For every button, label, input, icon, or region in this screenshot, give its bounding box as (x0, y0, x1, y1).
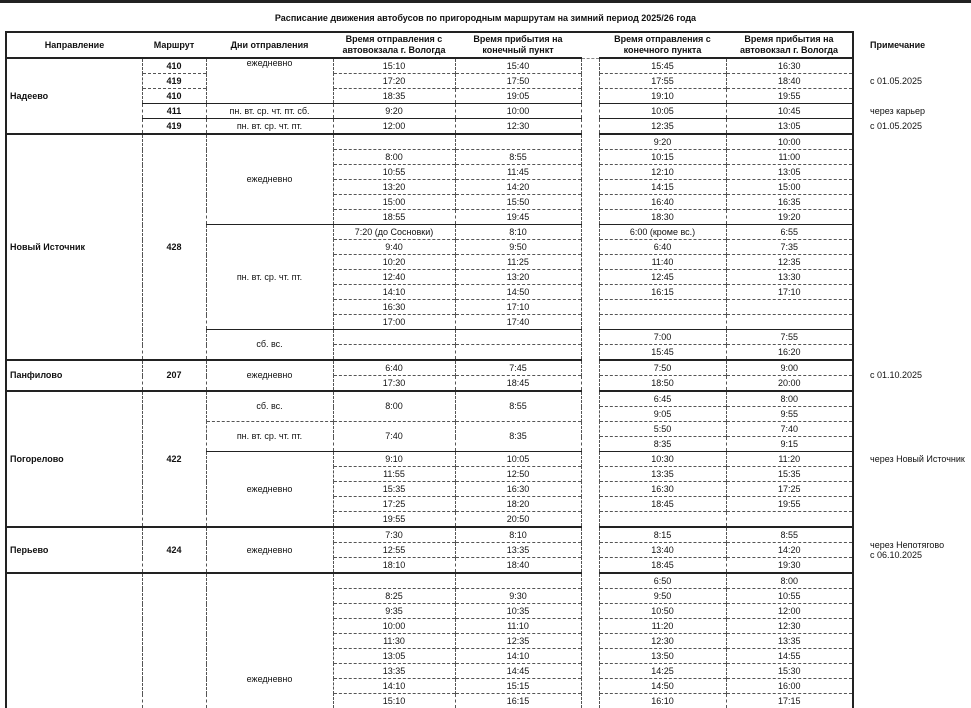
arr-vologda-time (726, 300, 853, 315)
dep-vologda-time: 11:55 (333, 467, 455, 482)
dep-terminal-time: 15:45 (599, 58, 726, 74)
dep-terminal-time: 10:05 (599, 104, 726, 119)
arr-terminal-time: 10:35 (455, 604, 581, 619)
arr-vologda-time: 7:55 (726, 330, 853, 345)
dep-terminal-time: 12:30 (599, 634, 726, 649)
arr-vologda-time: 7:40 (726, 422, 853, 437)
dep-vologda-time: 18:10 (333, 558, 455, 574)
dep-terminal-time (599, 315, 726, 330)
arr-terminal-time: 8:55 (455, 391, 581, 422)
dep-vologda-time (333, 134, 455, 150)
arr-terminal-time (455, 345, 581, 361)
dep-terminal-time: 17:55 (599, 74, 726, 89)
dep-terminal-time: 10:30 (599, 452, 726, 467)
dep-terminal-time: 16:40 (599, 195, 726, 210)
arr-vologda-time: 13:35 (726, 634, 853, 649)
arr-terminal-time: 19:05 (455, 89, 581, 104)
header-dep-terminal: Время отправления с конечного пункта (599, 32, 726, 58)
table-row (6, 104, 965, 119)
arr-terminal-time: 11:10 (455, 619, 581, 634)
arr-vologda-time: 18:40 (726, 74, 853, 89)
arr-terminal-time: 8:10 (455, 225, 581, 240)
dep-vologda-time: 7:20 (до Сосновки) (333, 225, 455, 240)
arr-terminal-time: 11:45 (455, 165, 581, 180)
dep-terminal-time: 8:15 (599, 527, 726, 543)
dep-terminal-time: 16:15 (599, 285, 726, 300)
dep-vologda-time: 17:30 (333, 376, 455, 392)
arr-vologda-time: 12:30 (726, 619, 853, 634)
note-text: с 01.05.2025 (853, 119, 965, 135)
arr-vologda-time: 9:55 (726, 407, 853, 422)
note-text (853, 58, 965, 74)
dep-terminal-time: 16:10 (599, 694, 726, 708)
dep-vologda-time: 13:20 (333, 180, 455, 195)
dep-terminal-time (599, 300, 726, 315)
arr-vologda-time: 16:35 (726, 195, 853, 210)
days-label: ежедневно (206, 58, 333, 104)
dep-terminal-time: 6:50 (599, 573, 726, 589)
arr-terminal-time: 14:10 (455, 649, 581, 664)
dep-vologda-time: 14:10 (333, 285, 455, 300)
arr-terminal-time: 12:30 (455, 119, 581, 135)
schedule-body (6, 58, 965, 708)
dep-vologda-time: 7:40 (333, 422, 455, 452)
route-number: 410 (142, 58, 206, 74)
arr-vologda-time: 9:15 (726, 437, 853, 452)
dep-vologda-time: 17:20 (333, 74, 455, 89)
header-arr-terminal: Время прибытия на конечный пункт (455, 32, 581, 58)
days-label: сб. вс. (206, 330, 333, 361)
dep-vologda-time: 8:00 (333, 391, 455, 422)
arr-terminal-time: 8:10 (455, 527, 581, 543)
note-text (853, 89, 965, 104)
route-number: 419 (142, 74, 206, 89)
arr-vologda-time: 19:55 (726, 89, 853, 104)
days-label: сб. вс. (206, 391, 333, 422)
header-route: Маршрут (142, 32, 206, 58)
arr-terminal-time: 18:40 (455, 558, 581, 574)
top-border (0, 0, 971, 3)
table-row (6, 119, 965, 135)
arr-terminal-time: 20:50 (455, 512, 581, 528)
dep-vologda-time: 18:55 (333, 210, 455, 225)
dep-vologda-time: 13:35 (333, 664, 455, 679)
route-number: 411 (142, 104, 206, 119)
table-row (6, 89, 965, 104)
dep-vologda-time: 8:00 (333, 150, 455, 165)
dep-vologda-time: 11:30 (333, 634, 455, 649)
note-empty (853, 134, 965, 360)
page-title: Расписание движения автобусов по пригородным маршрутам на зимний период 2025/26 года (0, 13, 971, 23)
arr-vologda-time: 19:30 (726, 558, 853, 574)
direction-name: Панфилово (6, 360, 142, 391)
dep-terminal-time: 13:50 (599, 649, 726, 664)
days-label: ежедневно (206, 360, 333, 391)
arr-vologda-time: 10:45 (726, 104, 853, 119)
arr-vologda-time: 20:00 (726, 376, 853, 392)
direction-name: Перьево (6, 527, 142, 573)
arr-terminal-time: 13:35 (455, 543, 581, 558)
note-line: с 06.10.2025 (870, 550, 965, 560)
column-gap (581, 391, 599, 527)
dep-vologda-time: 12:00 (333, 119, 455, 135)
header-row (6, 32, 965, 58)
arr-terminal-time: 14:45 (455, 664, 581, 679)
arr-vologda-time: 11:20 (726, 452, 853, 467)
note-text (853, 527, 965, 573)
arr-vologda-time: 16:00 (726, 679, 853, 694)
column-gap (581, 360, 599, 391)
arr-vologda-time: 15:35 (726, 467, 853, 482)
arr-vologda-time: 15:30 (726, 664, 853, 679)
dep-terminal-time: 11:20 (599, 619, 726, 634)
dep-vologda-time: 7:30 (333, 527, 455, 543)
arr-terminal-time: 17:50 (455, 74, 581, 89)
arr-terminal-time: 16:15 (455, 694, 581, 708)
header-arr-vologda: Время прибытия на автовокзал г. Вологда (726, 32, 853, 58)
dep-terminal-time (599, 512, 726, 528)
table-row (6, 527, 965, 543)
column-gap (581, 134, 599, 360)
dep-terminal-time: 13:40 (599, 543, 726, 558)
header-days: Дни отправления (206, 32, 333, 58)
route-number: 207 (142, 360, 206, 391)
arr-terminal-time (455, 134, 581, 150)
dep-vologda-time: 17:00 (333, 315, 455, 330)
days-label: пн. вт. ср. чт. пт. (206, 225, 333, 330)
arr-vologda-time: 7:35 (726, 240, 853, 255)
arr-terminal-time: 19:45 (455, 210, 581, 225)
note-text: через карьер (853, 104, 965, 119)
dep-terminal-time: 9:05 (599, 407, 726, 422)
route-number: 410 (142, 89, 206, 104)
arr-terminal-time: 17:10 (455, 300, 581, 315)
arr-vologda-time: 12:35 (726, 255, 853, 270)
days-label: ежедневно (206, 573, 333, 708)
arr-vologda-time: 12:00 (726, 604, 853, 619)
table-row (6, 573, 965, 589)
dep-vologda-time: 9:10 (333, 452, 455, 467)
dep-vologda-time: 16:30 (333, 300, 455, 315)
direction-name (6, 573, 142, 708)
dep-terminal-time: 16:30 (599, 482, 726, 497)
column-gap (581, 58, 599, 134)
table-row (6, 74, 965, 89)
dep-terminal-time: 13:35 (599, 467, 726, 482)
arr-vologda-time: 10:00 (726, 134, 853, 150)
note-empty (853, 573, 965, 708)
dep-vologda-time: 15:35 (333, 482, 455, 497)
table-row (6, 391, 965, 407)
arr-vologda-time: 8:00 (726, 573, 853, 589)
dep-terminal-time: 9:20 (599, 134, 726, 150)
arr-vologda-time: 8:55 (726, 527, 853, 543)
route-number: 422 (142, 391, 206, 527)
arr-terminal-time: 9:30 (455, 589, 581, 604)
note-text: с 01.10.2025 (853, 360, 965, 391)
arr-terminal-time: 7:45 (455, 360, 581, 376)
dep-terminal-time: 6:00 (кроме вс.) (599, 225, 726, 240)
days-label: пн. вт. ср. чт. пт. (206, 422, 333, 452)
dep-terminal-time: 11:40 (599, 255, 726, 270)
arr-terminal-time: 12:50 (455, 467, 581, 482)
arr-vologda-time: 14:20 (726, 543, 853, 558)
arr-terminal-time: 8:35 (455, 422, 581, 452)
arr-terminal-time: 17:40 (455, 315, 581, 330)
dep-terminal-time: 6:45 (599, 391, 726, 407)
arr-vologda-time: 17:25 (726, 482, 853, 497)
arr-terminal-time (455, 573, 581, 589)
arr-vologda-time: 13:05 (726, 119, 853, 135)
arr-vologda-time: 13:05 (726, 165, 853, 180)
arr-terminal-time: 13:20 (455, 270, 581, 285)
arr-terminal-time: 18:20 (455, 497, 581, 512)
arr-vologda-time: 11:00 (726, 150, 853, 165)
dep-terminal-time: 14:25 (599, 664, 726, 679)
note-line: через Непотягово (870, 540, 965, 550)
arr-vologda-time: 16:20 (726, 345, 853, 361)
days-label: ежедневно (206, 452, 333, 528)
days-label: ежедневно (206, 134, 333, 225)
arr-terminal-time: 10:05 (455, 452, 581, 467)
dep-vologda-time: 9:35 (333, 604, 455, 619)
arr-terminal-time: 15:15 (455, 679, 581, 694)
route-number (142, 573, 206, 708)
days-label: ежедневно (206, 527, 333, 573)
arr-terminal-time: 14:20 (455, 180, 581, 195)
dep-vologda-time: 19:55 (333, 512, 455, 528)
dep-vologda-time (333, 573, 455, 589)
dep-terminal-time: 12:10 (599, 165, 726, 180)
dep-vologda-time: 10:55 (333, 165, 455, 180)
dep-terminal-time: 6:40 (599, 240, 726, 255)
arr-terminal-time (455, 330, 581, 345)
days-label: пн. вт. ср. чт. пт. (206, 119, 333, 135)
dep-vologda-time: 12:55 (333, 543, 455, 558)
header-note: Примечание (853, 32, 965, 58)
dep-terminal-time: 19:10 (599, 89, 726, 104)
dep-terminal-time: 18:30 (599, 210, 726, 225)
dep-terminal-time: 7:50 (599, 360, 726, 376)
arr-vologda-time: 10:55 (726, 589, 853, 604)
dep-terminal-time: 18:45 (599, 558, 726, 574)
arr-vologda-time: 19:20 (726, 210, 853, 225)
dep-terminal-time: 18:45 (599, 497, 726, 512)
dep-vologda-time: 17:25 (333, 497, 455, 512)
arr-vologda-time: 14:55 (726, 649, 853, 664)
arr-vologda-time: 16:30 (726, 58, 853, 74)
dep-terminal-time: 7:00 (599, 330, 726, 345)
arr-terminal-time: 8:55 (455, 150, 581, 165)
dep-terminal-time: 12:45 (599, 270, 726, 285)
dep-vologda-time: 15:10 (333, 694, 455, 708)
arr-vologda-time: 13:30 (726, 270, 853, 285)
table-row (6, 360, 965, 376)
arr-vologda-time: 6:55 (726, 225, 853, 240)
dep-terminal-time: 15:45 (599, 345, 726, 361)
dep-terminal-time: 18:50 (599, 376, 726, 392)
schedule-table (5, 31, 965, 708)
note-text: через Новый Источник (853, 391, 965, 527)
note-text: с 01.05.2025 (853, 74, 965, 89)
table-row (6, 134, 965, 150)
direction-name: Погорелово (6, 391, 142, 527)
arr-vologda-time: 8:00 (726, 391, 853, 407)
column-gap (581, 573, 599, 708)
dep-terminal-time: 10:50 (599, 604, 726, 619)
header-gap (581, 32, 599, 58)
direction-name: Новый Источник (6, 134, 142, 360)
arr-vologda-time: 9:00 (726, 360, 853, 376)
dep-terminal-time: 8:35 (599, 437, 726, 452)
header-direction: Направление (6, 32, 142, 58)
route-number: 424 (142, 527, 206, 573)
dep-vologda-time: 15:00 (333, 195, 455, 210)
arr-terminal-time: 9:50 (455, 240, 581, 255)
table-row (6, 58, 965, 74)
dep-terminal-time: 5:50 (599, 422, 726, 437)
dep-vologda-time (333, 345, 455, 361)
dep-terminal-time: 14:50 (599, 679, 726, 694)
dep-vologda-time: 10:00 (333, 619, 455, 634)
dep-vologda-time: 14:10 (333, 679, 455, 694)
arr-terminal-time: 15:50 (455, 195, 581, 210)
dep-terminal-time: 12:35 (599, 119, 726, 135)
arr-terminal-time: 18:45 (455, 376, 581, 392)
arr-terminal-time: 12:35 (455, 634, 581, 649)
dep-vologda-time: 12:40 (333, 270, 455, 285)
arr-vologda-time: 19:55 (726, 497, 853, 512)
column-gap (581, 527, 599, 573)
dep-vologda-time: 6:40 (333, 360, 455, 376)
dep-vologda-time: 13:05 (333, 649, 455, 664)
dep-vologda-time (333, 330, 455, 345)
dep-terminal-time: 9:50 (599, 589, 726, 604)
route-number: 419 (142, 119, 206, 135)
arr-vologda-time (726, 315, 853, 330)
dep-terminal-time: 10:15 (599, 150, 726, 165)
dep-vologda-time: 18:35 (333, 89, 455, 104)
arr-vologda-time: 17:10 (726, 285, 853, 300)
dep-terminal-time: 14:15 (599, 180, 726, 195)
arr-terminal-time: 16:30 (455, 482, 581, 497)
arr-vologda-time: 17:15 (726, 694, 853, 708)
route-number: 428 (142, 134, 206, 360)
days-label: пн. вт. ср. чт. пт. сб. (206, 104, 333, 119)
dep-vologda-time: 9:40 (333, 240, 455, 255)
header-dep-vologda: Время отправления с автовокзала г. Вологда (333, 32, 455, 58)
arr-vologda-time: 15:00 (726, 180, 853, 195)
arr-terminal-time: 10:00 (455, 104, 581, 119)
dep-vologda-time: 15:10 (333, 58, 455, 74)
dep-vologda-time: 10:20 (333, 255, 455, 270)
arr-terminal-time: 14:50 (455, 285, 581, 300)
arr-terminal-time: 15:40 (455, 58, 581, 74)
arr-vologda-time (726, 512, 853, 528)
arr-terminal-time: 11:25 (455, 255, 581, 270)
dep-vologda-time: 8:25 (333, 589, 455, 604)
dep-vologda-time: 9:20 (333, 104, 455, 119)
direction-name: Надеево (6, 58, 142, 134)
